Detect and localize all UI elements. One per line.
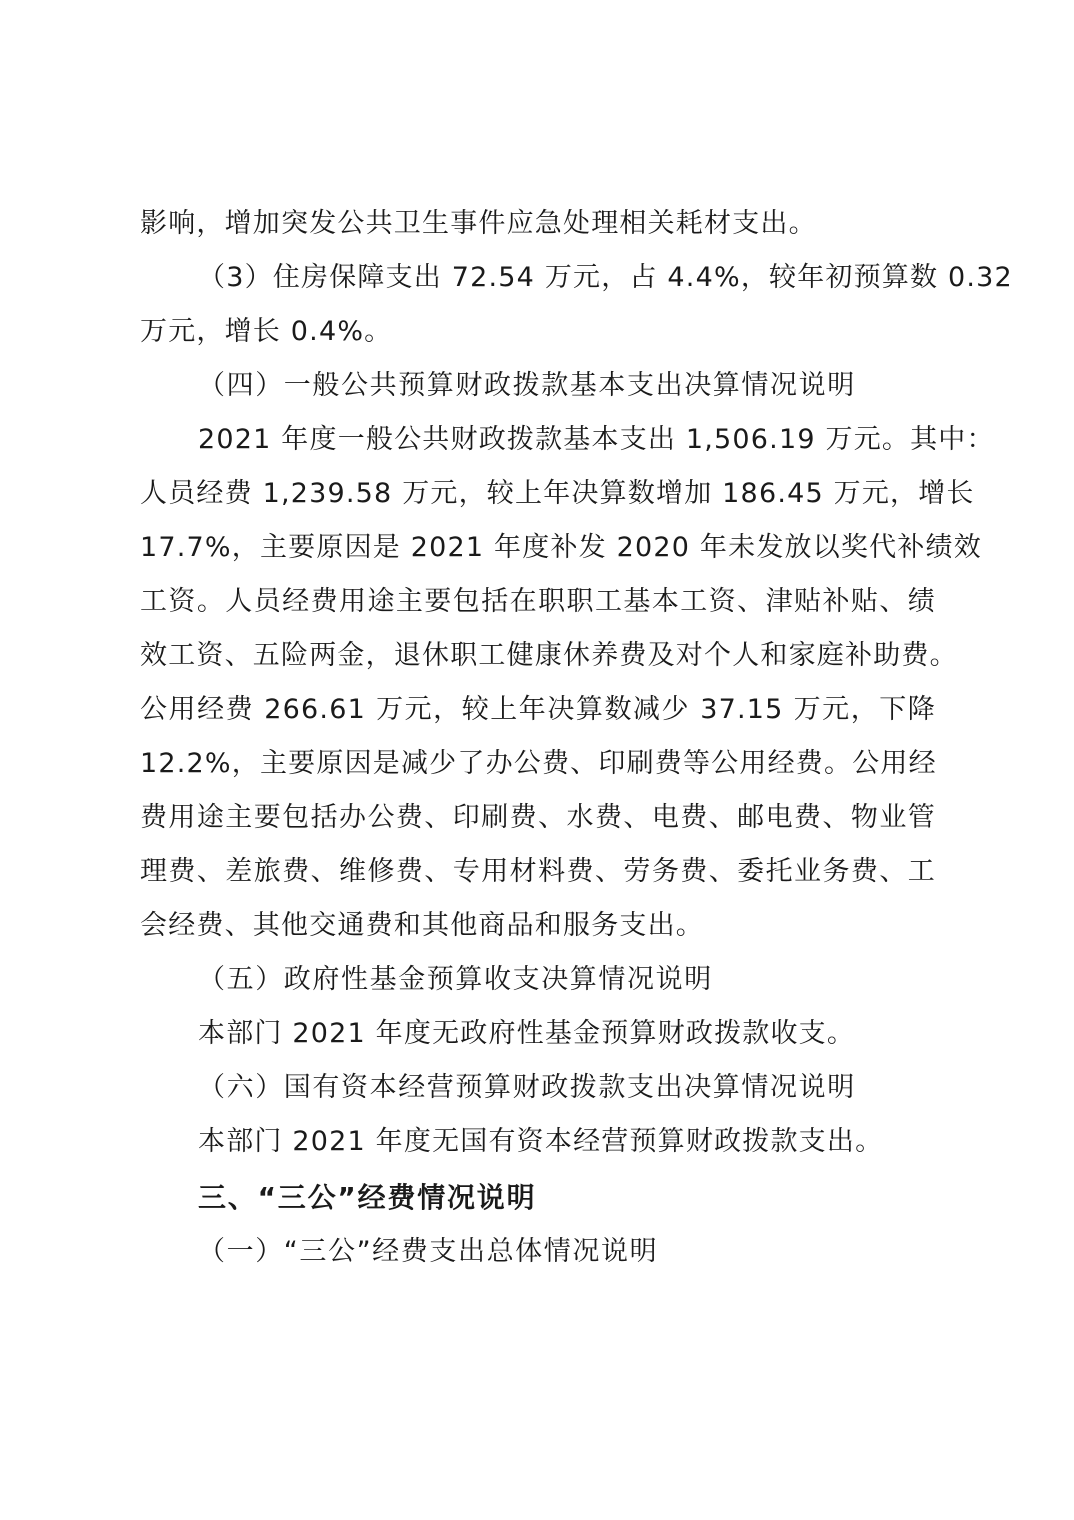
paragraph-line: 万元，增长 0.4%。 [140,316,393,347]
paragraph-line: （3）住房保障支出 72.54 万元，占 4.4%，较年初预算数 0.32 [198,262,1013,293]
section-heading: （五）政府性基金预算收支决算情况说明 [198,964,713,995]
paragraph-line: 公用经费 266.61 万元，较上年决算数减少 37.15 万元，下降 [140,694,936,725]
paragraph-line: 理费、差旅费、维修费、专用材料费、劳务费、委托业务费、工 [140,856,936,887]
paragraph-line: 本部门 2021 年度无国有资本经营预算财政拨款支出。 [198,1126,884,1157]
paragraph-line: 本部门 2021 年度无政府性基金预算财政拨款收支。 [198,1018,856,1049]
paragraph-line: 影响，增加突发公共卫生事件应急处理相关耗材支出。 [140,208,817,239]
section-heading: （一）“三公”经费支出总体情况说明 [198,1236,659,1267]
chapter-heading: 三、“三公”经费情况说明 [198,1181,537,1214]
paragraph-line: 工资。人员经费用途主要包括在职职工基本工资、津贴补贴、绩 [140,586,936,617]
section-heading: （六）国有资本经营预算财政拨款支出决算情况说明 [198,1072,856,1103]
paragraph-line: 人员经费 1,239.58 万元，较上年决算数增加 186.45 万元，增长 [140,478,975,509]
paragraph-line: 12.2%，主要原因是减少了办公费、印刷费等公用经费。公用经 [140,748,937,779]
section-heading: （四）一般公共预算财政拨款基本支出决算情况说明 [198,370,856,401]
paragraph-line: 会经费、其他交通费和其他商品和服务支出。 [140,910,704,941]
paragraph-line: 费用途主要包括办公费、印刷费、水费、电费、邮电费、物业管 [140,802,936,833]
paragraph-line: 2021 年度一般公共财政拨款基本支出 1,506.19 万元。其中： [198,424,995,455]
paragraph-line: 效工资、五险两金，退休职工健康休养费及对个人和家庭补助费。 [140,640,958,671]
paragraph-line: 17.7%，主要原因是 2021 年度补发 2020 年未发放以奖代补绩效 [140,532,982,563]
